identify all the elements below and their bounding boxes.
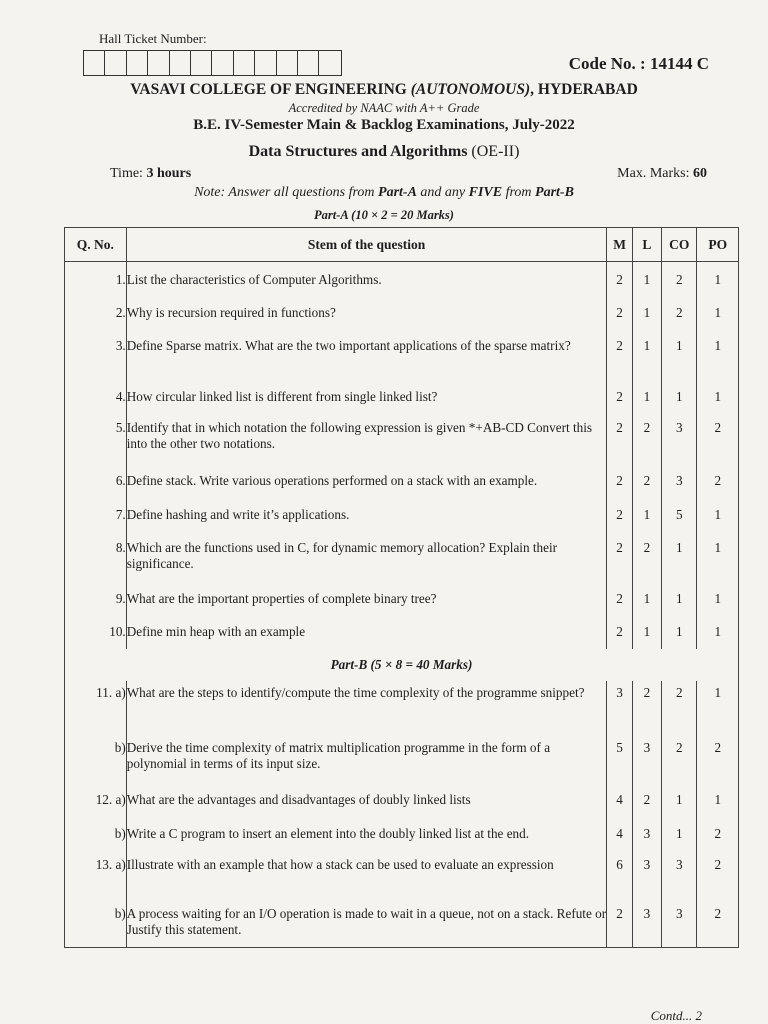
ticket-box	[191, 51, 212, 75]
exam-title: B.E. IV-Semester Main & Backlog Examinations, July-2022	[193, 117, 575, 133]
question-stem: What are the steps to identify/compute the time complexity of the programme snippet?	[126, 681, 607, 732]
subject-code: (OE-II)	[467, 143, 520, 160]
table-row	[65, 783, 739, 818]
table-row	[65, 297, 739, 330]
continued-label: Contd... 2	[650, 1008, 702, 1023]
question-stem: Define stack. Write various operations performed on a stack with an example.	[126, 464, 607, 499]
po-cell: 1	[697, 380, 739, 414]
question-stem: Illustrate with an example that how a stack can be used to evaluate an expression	[126, 851, 607, 901]
table-row	[65, 732, 739, 783]
question-number: b)	[65, 732, 127, 783]
question-number: b)	[65, 901, 127, 948]
note-partb: Part-B	[535, 185, 574, 200]
table-row	[65, 464, 739, 499]
question-number: 1.	[65, 262, 127, 297]
note-five: FIVE	[468, 185, 503, 200]
po-cell: 2	[697, 732, 739, 783]
college-name	[0, 81, 768, 99]
ticket-box	[127, 51, 148, 75]
marks-cell: 2	[607, 901, 632, 948]
ticket-box	[105, 51, 126, 75]
marks-cell: 2	[607, 582, 632, 617]
po-cell: 1	[697, 532, 739, 582]
po-cell: 2	[697, 818, 739, 851]
col-m: M	[607, 228, 632, 262]
accreditation: Accredited by NAAC with A++ Grade	[288, 101, 480, 115]
question-number: b)	[65, 818, 127, 851]
ticket-box	[234, 51, 255, 75]
ticket-box	[148, 51, 169, 75]
co-cell: 1	[662, 330, 697, 380]
po-cell: 1	[697, 262, 739, 297]
table-header-row	[65, 228, 739, 262]
marks-cell: 2	[607, 262, 632, 297]
co-cell: 1	[662, 532, 697, 582]
level-cell: 3	[632, 732, 661, 783]
question-stem: Derive the time complexity of matrix multiplication programme in the form of a polynomial in terms of its input size.	[126, 732, 607, 783]
co-cell: 1	[662, 818, 697, 851]
marks-cell: 2	[607, 380, 632, 414]
po-cell: 2	[697, 464, 739, 499]
question-number: 8.	[65, 532, 127, 582]
marks-cell: 2	[607, 414, 632, 464]
level-cell: 1	[632, 262, 661, 297]
marks-cell: 3	[607, 681, 632, 732]
question-stem: List the characteristics of Computer Algorithms.	[126, 262, 607, 297]
marks-cell: 2	[607, 499, 632, 532]
co-cell: 3	[662, 464, 697, 499]
level-cell: 3	[632, 901, 661, 948]
table-row	[65, 582, 739, 617]
question-stem: Write a C program to insert an element into the doubly linked list at the end.	[126, 818, 607, 851]
part-a-heading: Part-A (10 × 2 = 20 Marks)	[314, 208, 454, 222]
max-marks	[617, 166, 707, 182]
subject-name: Data Structures and Algorithms	[248, 143, 468, 160]
level-cell: 3	[632, 851, 661, 901]
level-cell: 1	[632, 582, 661, 617]
ticket-box	[277, 51, 298, 75]
level-cell: 1	[632, 499, 661, 532]
po-cell: 2	[697, 901, 739, 948]
question-table	[64, 227, 739, 948]
college-autonomous: (AUTONOMOUS)	[410, 81, 531, 98]
table-row	[65, 901, 739, 948]
table-row	[65, 851, 739, 901]
po-cell: 2	[697, 851, 739, 901]
co-cell: 2	[662, 262, 697, 297]
marks-cell: 2	[607, 464, 632, 499]
level-cell: 1	[632, 380, 661, 414]
table-row	[65, 617, 739, 649]
ticket-box	[170, 51, 191, 75]
question-number: 12. a)	[65, 783, 127, 818]
question-number: 2.	[65, 297, 127, 330]
level-cell: 2	[632, 681, 661, 732]
level-cell: 2	[632, 464, 661, 499]
question-number: 5.	[65, 414, 127, 464]
college-prefix: VASAVI COLLEGE OF ENGINEERING	[130, 81, 411, 98]
co-cell: 2	[662, 732, 697, 783]
co-cell: 2	[662, 297, 697, 330]
co-cell: 3	[662, 851, 697, 901]
question-number: 4.	[65, 380, 127, 414]
question-stem: What are the advantages and disadvantages of doubly linked lists	[126, 783, 607, 818]
hall-ticket-label: Hall Ticket Number:	[99, 31, 207, 46]
po-cell: 1	[697, 499, 739, 532]
po-cell: 1	[697, 617, 739, 649]
co-cell: 3	[662, 414, 697, 464]
question-number: 3.	[65, 330, 127, 380]
question-stem: Define min heap with an example	[126, 617, 607, 649]
table-row	[65, 330, 739, 380]
po-cell: 1	[697, 681, 739, 732]
co-cell: 1	[662, 582, 697, 617]
table-row	[65, 262, 739, 297]
max-label: Max. Marks:	[617, 166, 693, 181]
col-stem: Stem of the question	[126, 228, 607, 262]
level-cell: 3	[632, 818, 661, 851]
question-number: 9.	[65, 582, 127, 617]
ticket-box	[319, 51, 340, 75]
marks-cell: 2	[607, 330, 632, 380]
question-stem: Which are the functions used in C, for dynamic memory allocation? Explain their significance.	[126, 532, 607, 582]
table-row	[65, 414, 739, 464]
level-cell: 2	[632, 414, 661, 464]
level-cell: 2	[632, 783, 661, 818]
level-cell: 1	[632, 330, 661, 380]
po-cell: 2	[697, 414, 739, 464]
time-value: 3 hours	[146, 166, 192, 181]
question-number: 6.	[65, 464, 127, 499]
col-qno: Q. No.	[65, 228, 127, 262]
po-cell: 1	[697, 330, 739, 380]
note-mid: and any	[416, 185, 469, 200]
ticket-box	[298, 51, 319, 75]
question-stem: Define Sparse matrix. What are the two important applications of the sparse matrix?	[126, 330, 607, 380]
question-stem: Define hashing and write it’s applications.	[126, 499, 607, 532]
po-cell: 1	[697, 582, 739, 617]
marks-cell: 4	[607, 818, 632, 851]
co-cell: 2	[662, 681, 697, 732]
marks-cell: 5	[607, 732, 632, 783]
po-cell: 1	[697, 783, 739, 818]
marks-cell: 2	[607, 297, 632, 330]
max-value: 60	[693, 166, 707, 181]
po-cell: 1	[697, 297, 739, 330]
ticket-box	[212, 51, 233, 75]
level-cell: 1	[632, 617, 661, 649]
note-parta: Part-A	[378, 185, 417, 200]
subject-title	[0, 143, 768, 161]
co-cell: 5	[662, 499, 697, 532]
code-number: Code No. : 14144 C	[568, 54, 709, 73]
question-number: 7.	[65, 499, 127, 532]
ticket-box	[84, 51, 105, 75]
part-b-heading-row	[65, 649, 739, 681]
time-label: Time:	[110, 166, 147, 181]
co-cell: 1	[662, 617, 697, 649]
part-b-heading: Part-B (5 × 8 = 40 Marks)	[65, 649, 739, 681]
co-cell: 1	[662, 783, 697, 818]
instructions-note	[0, 185, 768, 201]
level-cell: 1	[632, 297, 661, 330]
table-row	[65, 681, 739, 732]
question-stem: Identify that in which notation the following expression is given *+AB-CD Convert this into the other two notations.	[126, 414, 607, 464]
marks-cell: 4	[607, 783, 632, 818]
table-row	[65, 380, 739, 414]
table-row	[65, 499, 739, 532]
marks-cell: 2	[607, 532, 632, 582]
question-number: 13. a)	[65, 851, 127, 901]
question-stem: Why is recursion required in functions?	[126, 297, 607, 330]
note-text: Note: Answer all questions from	[194, 185, 379, 200]
question-stem: How circular linked list is different from single linked list?	[126, 380, 607, 414]
marks-cell: 6	[607, 851, 632, 901]
col-l: L	[632, 228, 661, 262]
co-cell: 3	[662, 901, 697, 948]
question-number: 11. a)	[65, 681, 127, 732]
question-stem: A process waiting for an I/O operation is made to wait in a queue, not on a stack. Refute or Justify this statement.	[126, 901, 607, 948]
table-row	[65, 532, 739, 582]
table-row	[65, 818, 739, 851]
college-suffix: , HYDERABAD	[530, 81, 638, 98]
col-po: PO	[697, 228, 739, 262]
level-cell: 2	[632, 532, 661, 582]
co-cell: 1	[662, 380, 697, 414]
note-from: from	[502, 185, 536, 200]
time-allowed	[110, 166, 191, 182]
ticket-box	[255, 51, 276, 75]
col-co: CO	[662, 228, 697, 262]
hall-ticket-boxes	[83, 50, 342, 76]
question-stem: What are the important properties of complete binary tree?	[126, 582, 607, 617]
question-number: 10.	[65, 617, 127, 649]
marks-cell: 2	[607, 617, 632, 649]
